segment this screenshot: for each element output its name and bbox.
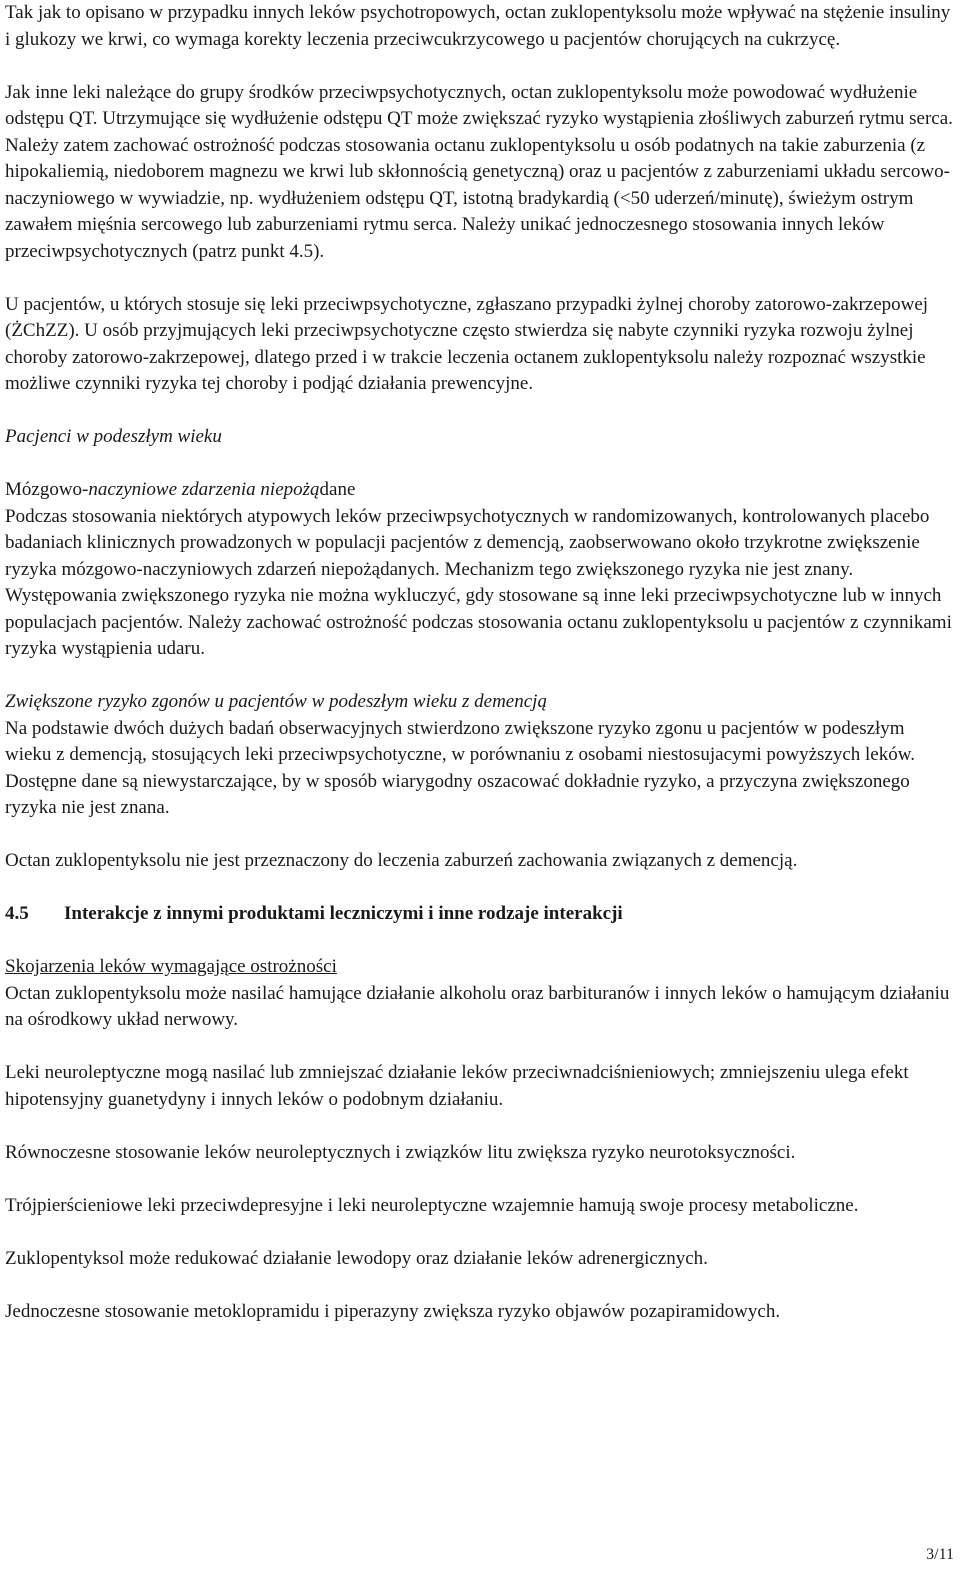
heading-cerebrovascular-events — [5, 477, 953, 504]
paragraph-antihypertensives: Leki neuroleptyczne mogą nasilać lub zmniejszać działanie leków przeciwnadciśnieniowych; zmniejszeniu ulega efekt hipotensyjny guanetydyny i innych leków o podobnym działaniu. — [5, 1062, 909, 1110]
section-heading-4-5 — [5, 901, 953, 928]
heading-cerebrovascular-italic: naczyniowe zdarzenia niepożą — [88, 479, 320, 500]
document-page — [5, 0, 953, 1325]
heading-cerebrovascular-prefix: Mózgowo- — [5, 479, 89, 500]
paragraph-insulin-glucose: Tak jak to opisano w przypadku innych leków psychotropowych, octan zuklopentyksolu może wpływać na stężenie insuliny i glukozy we krwi, co wymaga korekty leczenia przeciwcukrzycowego u pacjentów chorujących na cukrzycę. — [5, 2, 951, 50]
paragraph-tricyclic: Trójpierścieniowe leki przeciwdepresyjne i leki neuroleptyczne wzajemnie hamują swoje procesy metaboliczne. — [5, 1194, 859, 1216]
section-title: Interakcje z innymi produktami leczniczymi i inne rodzaje interakcji — [64, 903, 623, 924]
paragraph-qt-prolongation: Jak inne leki należące do grupy środków przeciwpsychotycznych, octan zuklopentyksolu może powodować wydłużenie odstępu QT. Utrzymujące się wydłużenie odstępu QT może zwiększać ryzyko wystąpienia złośliwych zaburzeń rytmu serca. Należy zatem zachować ostrożność podczas stosowania octanu zuklopentyksolu u osób podatnych na takie zaburzenia (z hipokaliemią, niedoborem magnezu we krwi lub skłonnością genetyczną) oraz u pacjentów z zaburzeniami układu sercowo-naczyniowego w wywiadzie, np. wydłużeniem odstępu QT, istotną bradykardią (<50 uderzeń/minutę), świeżym ostrym zawałem mięśnia sercowego lub zaburzeniami rytmu serca. Należy unikać jednoczesnego stosowania innych leków przeciwpsychotycznych (patrz punkt 4.5). — [5, 81, 953, 262]
heading-cautious-combinations: Skojarzenia leków wymagające ostrożności — [5, 956, 337, 977]
paragraph-lithium: Równoczesne stosowanie leków neuroleptycznych i związków litu zwiększa ryzyko neurotoksyczności. — [5, 1141, 796, 1163]
heading-mortality-dementia: Zwiększone ryzyko zgonów u pacjentów w podeszłym wieku z demencją — [5, 691, 547, 712]
paragraph-not-for-dementia: Octan zuklopentyksolu nie jest przeznaczony do leczenia zaburzeń zachowania związanych z demencją. — [5, 850, 798, 871]
paragraph-cerebrovascular-risk: Podczas stosowania niektórych atypowych leków przeciwpsychotycznych w randomizowanych, kontrolowanych placebo badaniach klinicznych prowadzonych w populacji pacjentów z demencją, zaobserwowano około trzykrotne zwiększenie ryzyka mózgowo-naczyniowych zdarzeń niepożądanych. Mechanizm tego zwiększonego ryzyka nie jest znany. Występowania zwiększonego ryzyka nie można wykluczyć, gdy stosowane są inne leki przeciwpsychotyczne lub w innych populacjach pacjentów. Należy zachować ostrożność podczas stosowania octanu zuklopentyksolu u pacjentów z czynnikami ryzyka wystąpienia udaru. — [5, 505, 952, 659]
paragraph-vte: U pacjentów, u których stosuje się leki przeciwpsychotyczne, zgłaszano przypadki żylnej choroby zatorowo-zakrzepowej (ŻChZZ). U osób przyjmujących leki przeciwpsychotyczne często stwierdza się nabyte czynniki ryzyka rozwoju żylnej choroby zatorowo-zakrzepowej, dlatego przed i w trakcie leczenia octanem zuklopentyksolu należy rozpoznać wszystkie możliwe czynniki ryzyka tej choroby i podjąć działania prewencyjne. — [5, 293, 929, 394]
paragraph-metoclopramide: Jednoczesne stosowanie metoklopramidu i piperazyny zwiększa ryzyko objawów pozapiramidowych. — [5, 1300, 781, 1322]
paragraph-levodopa: Zuklopentyksol może redukować działanie lewodopy oraz działanie leków adrenergicznych. — [5, 1247, 708, 1269]
heading-elderly-patients: Pacjenci w podeszłym wieku — [5, 426, 222, 447]
section-number: 4.5 — [5, 903, 29, 924]
paragraph-alcohol-barbiturates: Octan zuklopentyksolu może nasilać hamujące działanie alkoholu oraz barbituranów i innych leków o hamującym działaniu na ośrodkowy układ nerwowy. — [5, 982, 950, 1030]
heading-cerebrovascular-suffix: dane — [319, 479, 356, 500]
page-number: 3/11 — [926, 1546, 954, 1563]
paragraph-mortality-risk: Na podstawie dwóch dużych badań obserwacyjnych stwierdzono zwiększone ryzyko zgonu u pacjentów w podeszłym wieku z demencją, stosujących leki przeciwpsychotyczne, w porównaniu z osobami niestosujacymi powyższych leków. Dostępne dane są niewystarczające, by w sposób wiarygodny oszacować dokładnie ryzyko, a przyczyna zwiększonego ryzyka nie jest znana. — [5, 717, 915, 818]
